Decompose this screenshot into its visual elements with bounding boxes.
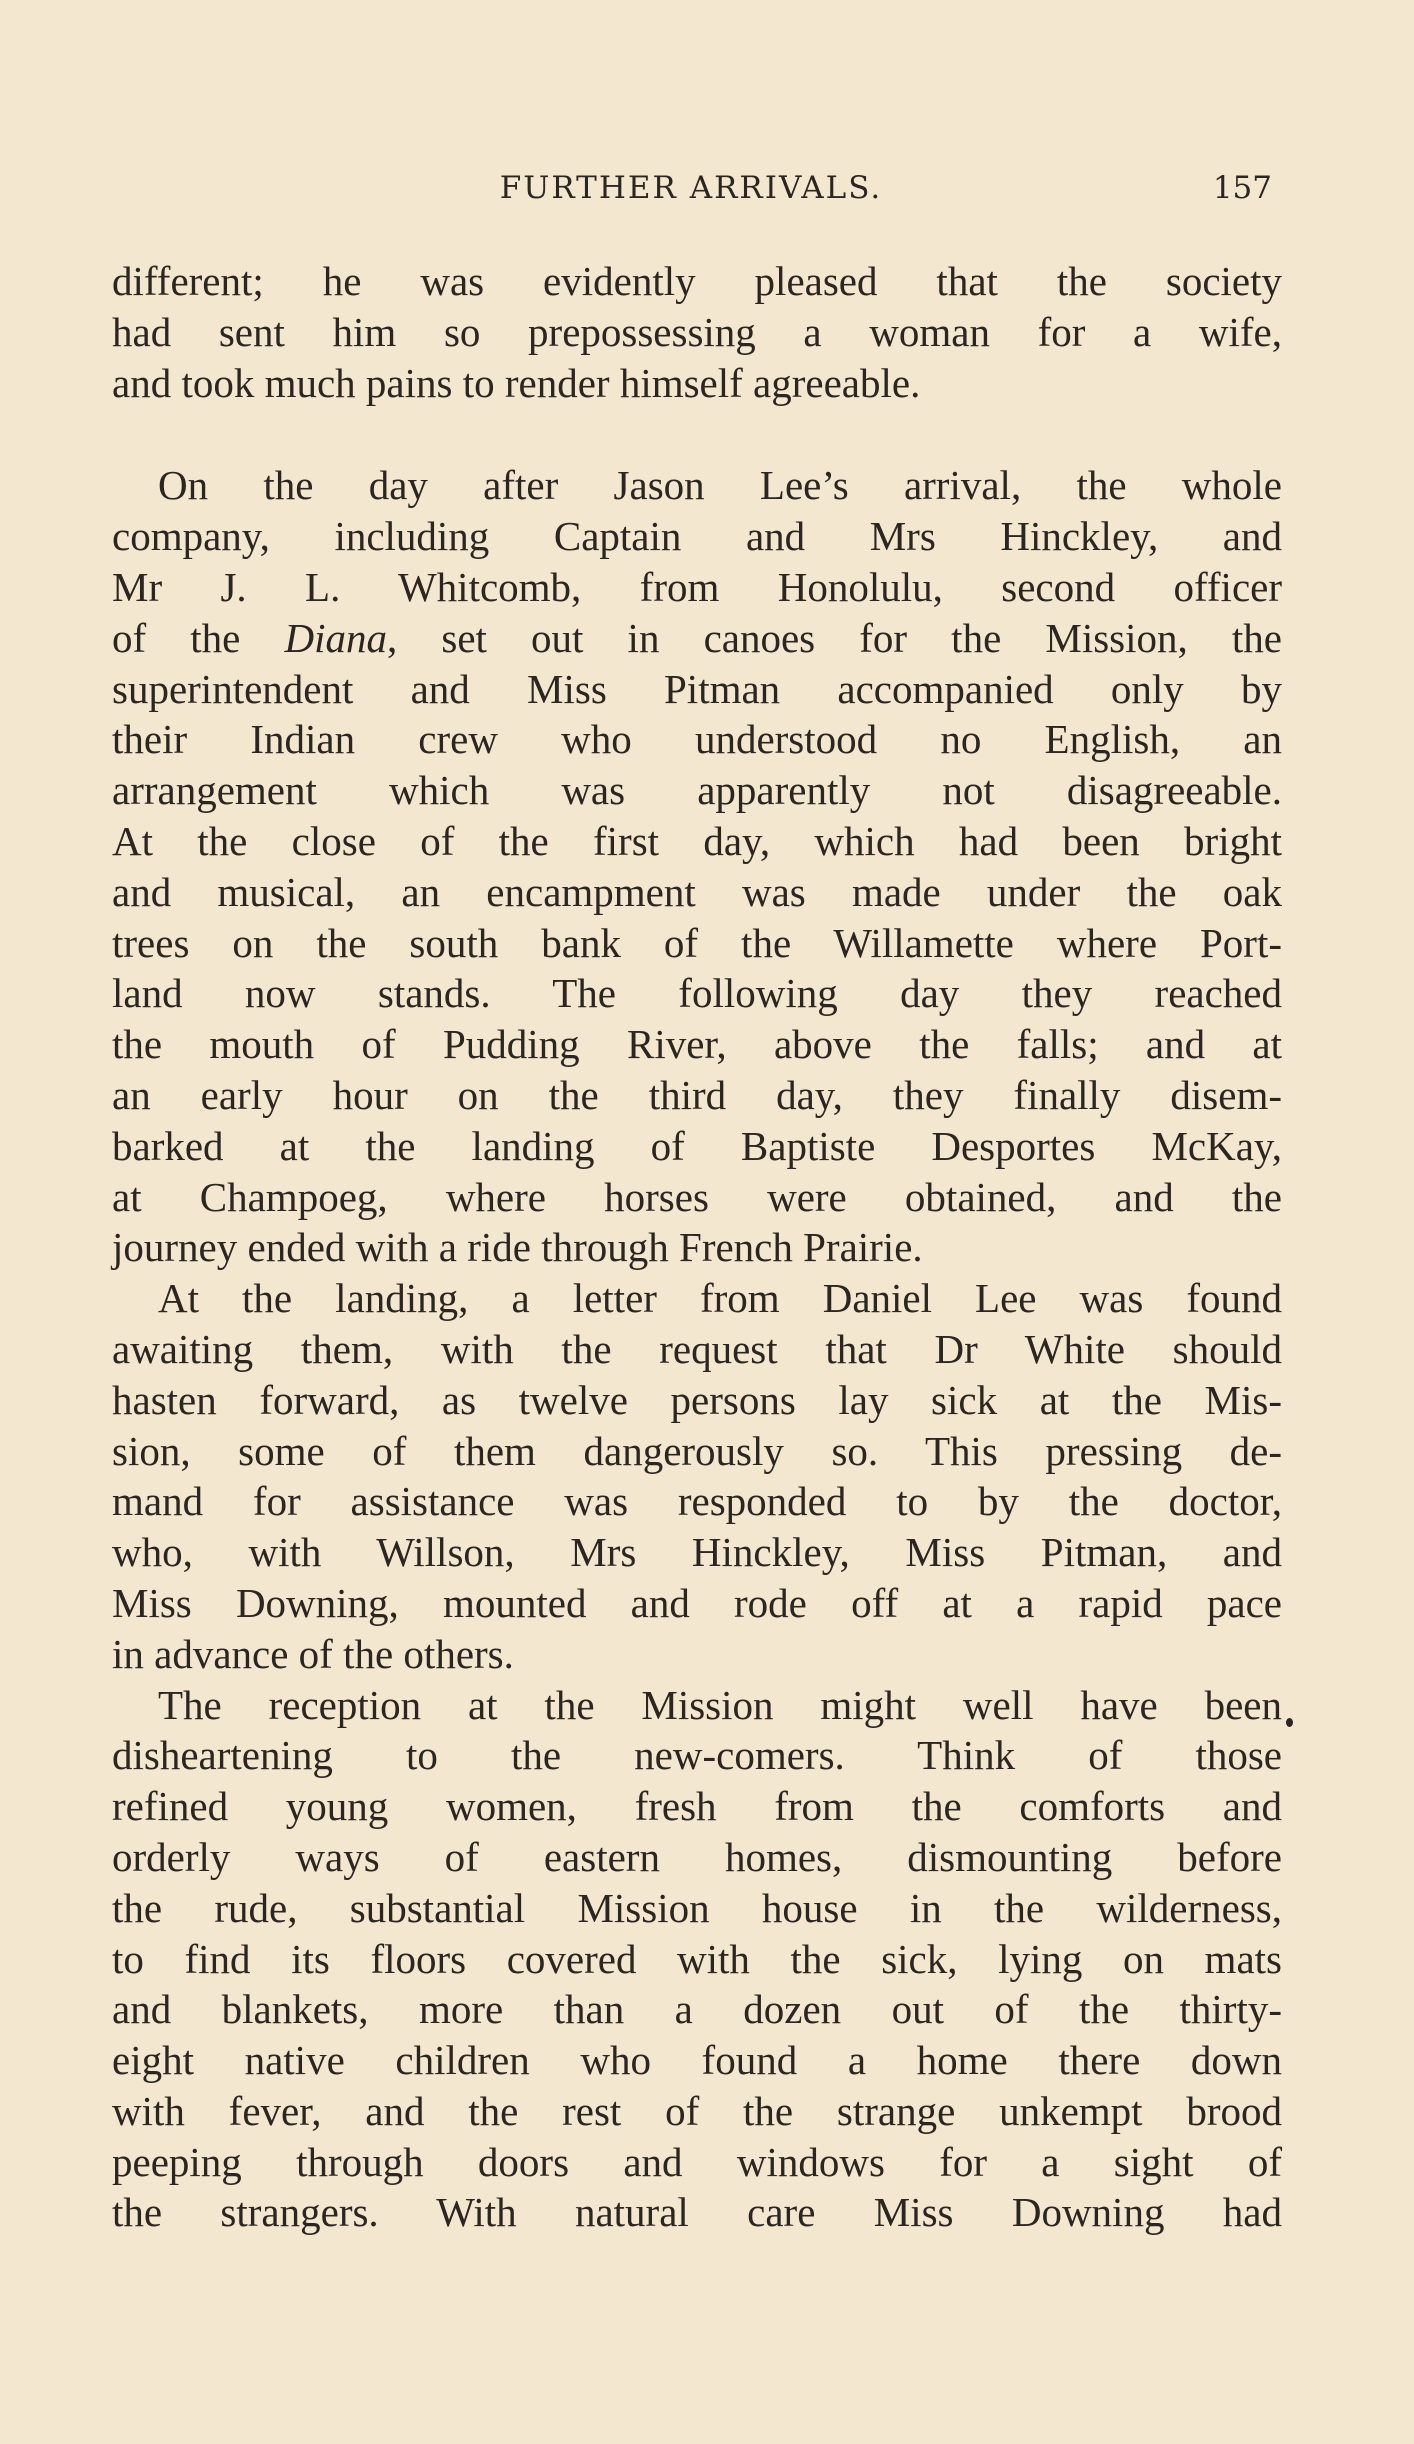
- paragraph-gap: [112, 408, 1282, 460]
- text-line: their Indian crew who understood no English, an: [112, 716, 1282, 763]
- page-number: 157: [1212, 170, 1272, 206]
- text-line: journey ended with a ride through French Prairie.: [112, 1224, 923, 1271]
- ship-name: Diana: [284, 614, 387, 661]
- text-line: barked at the landing of Baptiste Desportes McKay,: [112, 1122, 1282, 1169]
- text-line: to find its floors covered with the sick, lying on mats: [112, 1935, 1282, 1982]
- text-line: at Champoeg, where horses were obtained, and the: [112, 1173, 1282, 1220]
- text-line: hasten forward, as twelve persons lay sick at the Mis-: [112, 1376, 1282, 1423]
- paragraph-3: [112, 1273, 1282, 1679]
- text-line: refined young women, fresh from the comforts and: [112, 1783, 1282, 1830]
- text-line: land now stands. The following day they reached: [112, 970, 1282, 1017]
- text-line: with fever, and the rest of the strange unkempt brood: [112, 2087, 1282, 2134]
- text-line: Miss Downing, mounted and rode off at a rapid pace: [112, 1579, 1282, 1626]
- paragraph-4: [112, 1680, 1282, 2239]
- text-line: the rude, substantial Mission house in the wilderness,: [112, 1884, 1282, 1931]
- text-line: mand for assistance was responded to by the doctor,: [112, 1478, 1282, 1525]
- text-line: At the close of the first day, which had been bright: [112, 817, 1282, 864]
- text-line: eight native children who found a home there down: [112, 2037, 1282, 2084]
- ink-speck: [1286, 1718, 1293, 1727]
- paragraph-1: [112, 256, 1282, 408]
- text-line: peeping through doors and windows for a sight of: [112, 2138, 1282, 2185]
- text-line: and blankets, more than a dozen out of the thirty-: [112, 1986, 1282, 2033]
- text-line: disheartening to the new-comers. Think of those: [112, 1732, 1282, 1779]
- text-line: and musical, an encampment was made under the oak: [112, 868, 1282, 915]
- text-line: superintendent and Miss Pitman accompanied only by: [112, 665, 1282, 712]
- text-line: and took much pains to render himself agreeable.: [112, 359, 921, 406]
- text-line: had sent him so prepossessing a woman for a wife,: [112, 308, 1282, 355]
- text-line: the mouth of Pudding River, above the falls; and at: [112, 1021, 1282, 1068]
- text-line: The reception at the Mission might well have been: [158, 1681, 1282, 1728]
- running-head: FURTHER ARRIVALS.: [499, 170, 883, 206]
- body-text: [112, 256, 1282, 2238]
- text-line: an early hour on the third day, they finally disem-: [112, 1071, 1282, 1118]
- paragraph-2: [112, 460, 1282, 1273]
- text-line: trees on the south bank of the Willamette where Port-: [112, 919, 1282, 966]
- text-line: the strangers. With natural care Miss Downing had: [112, 2189, 1282, 2236]
- page-header: [110, 170, 1272, 210]
- text-line: orderly ways of eastern homes, dismounting before: [112, 1833, 1282, 1880]
- text-line: who, with Willson, Mrs Hinckley, Miss Pitman, and: [112, 1529, 1282, 1576]
- text-line: awaiting them, with the request that Dr White should: [112, 1325, 1282, 1372]
- text-line: Mr J. L. Whitcomb, from Honolulu, second officer: [112, 563, 1282, 610]
- text-line: of the Diana, set out in canoes for the Mission, the: [112, 614, 1282, 661]
- text-line: different; he was evidently pleased that the society: [112, 258, 1282, 304]
- text-line: On the day after Jason Lee’s arrival, the whole: [158, 462, 1282, 509]
- text-line: company, including Captain and Mrs Hinckley, and: [112, 513, 1282, 560]
- text-line: arrangement which was apparently not disagreeable.: [112, 767, 1282, 814]
- text-line: in advance of the others.: [112, 1630, 514, 1677]
- text-line: sion, some of them dangerously so. This pressing de-: [112, 1427, 1282, 1474]
- text-line: At the landing, a letter from Daniel Lee was found: [158, 1275, 1282, 1322]
